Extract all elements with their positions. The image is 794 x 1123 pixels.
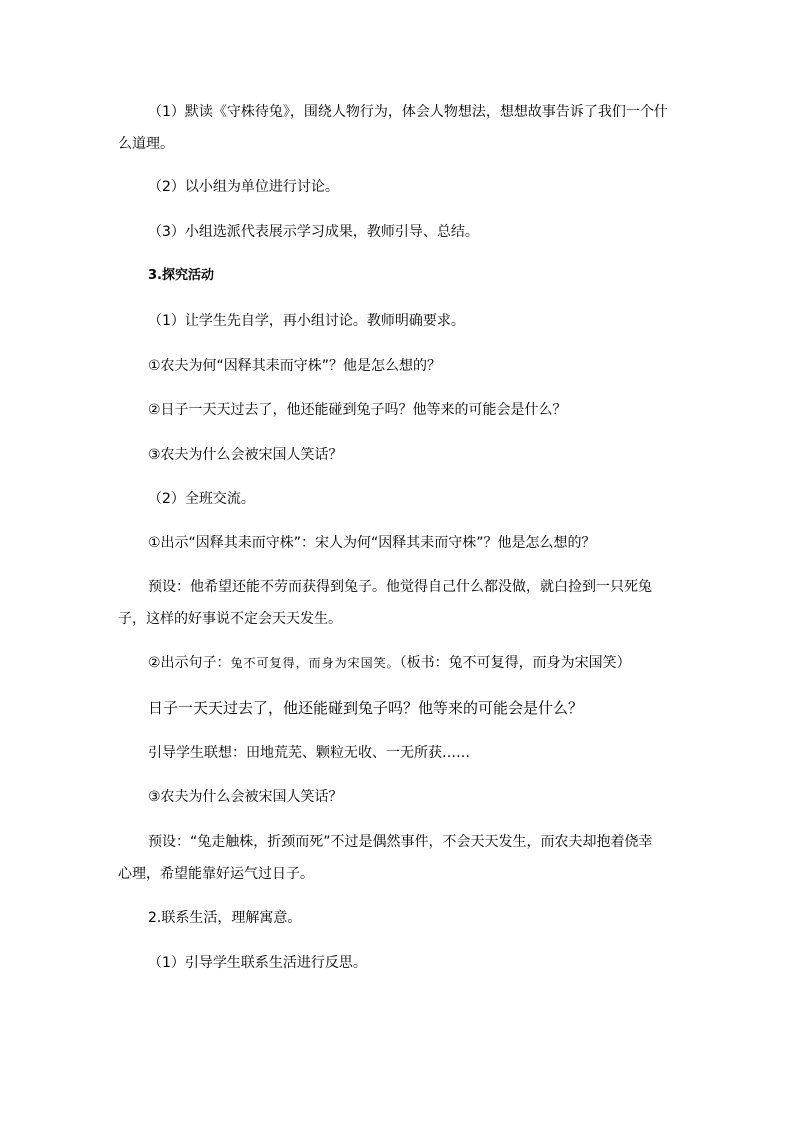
paragraph-line: （1）让学生先自学，再小组讨论。教师明确要求。 <box>148 313 465 329</box>
section-heading: 3.探究活动 <box>148 268 214 283</box>
paragraph-line: （1）默读《守株待兔》，围绕人物行为，体会人物想法，想想故事告诉了我们一个什 <box>148 104 668 120</box>
paragraph-line: （1）引导学生联系生活进行反思。 <box>148 955 367 971</box>
paragraph-line: 子，这样的好事说不定会天天发生。 <box>118 611 342 627</box>
quoted-sentence: 兔不可复得，而身为宋国笑。 <box>230 656 400 670</box>
paragraph-line: 预设：他希望还能不劳而获得到兔子。他觉得自己什么都没做，就白捡到一只死兔 <box>148 579 652 595</box>
paragraph-line: （3）小组选派代表展示学习成果，教师引导、总结。 <box>148 224 479 240</box>
paragraph-line: 日子一天天过去了，他还能碰到兔子吗？他等来的可能会是什么？ <box>148 699 584 717</box>
sentence-prefix: ②出示句子： <box>148 655 231 671</box>
paragraph-line: ①出示“因释其耒而守株”：宋人为何“因释其耒而守株”？他是怎么想的？ <box>148 535 596 551</box>
paragraph-line: ③农夫为什么会被宋国人笑话？ <box>148 447 343 463</box>
paragraph-line: 预设：“兔走触株，折颈而死”不过是偶然事件，不会天天发生，而农夫却抱着侥幸 <box>148 834 653 850</box>
paragraph-line: （2）全班交流。 <box>148 491 255 507</box>
paragraph-line: （2）以小组为单位进行讨论。 <box>148 179 339 195</box>
section-heading: 2.联系生活，理解寓意。 <box>148 910 302 926</box>
board-note: （板书：兔不可复得，而身为宋国笑） <box>399 655 631 671</box>
paragraph-line <box>148 653 631 673</box>
paragraph-line: 引导学生联想：田地荒芜、颗粒无收、一无所获…… <box>148 745 470 761</box>
paragraph-line: 么道理。 <box>118 136 174 152</box>
paragraph-line: 心理，希望能靠好运气过日子。 <box>118 866 314 882</box>
paragraph-line: ①农夫为何“因释其耒而守株”？他是怎么想的？ <box>148 358 442 374</box>
paragraph-line: ③农夫为什么会被宋国人笑话？ <box>148 789 343 805</box>
paragraph-line: ②日子一天天过去了，他还能碰到兔子吗？他等来的可能会是什么？ <box>148 402 567 418</box>
